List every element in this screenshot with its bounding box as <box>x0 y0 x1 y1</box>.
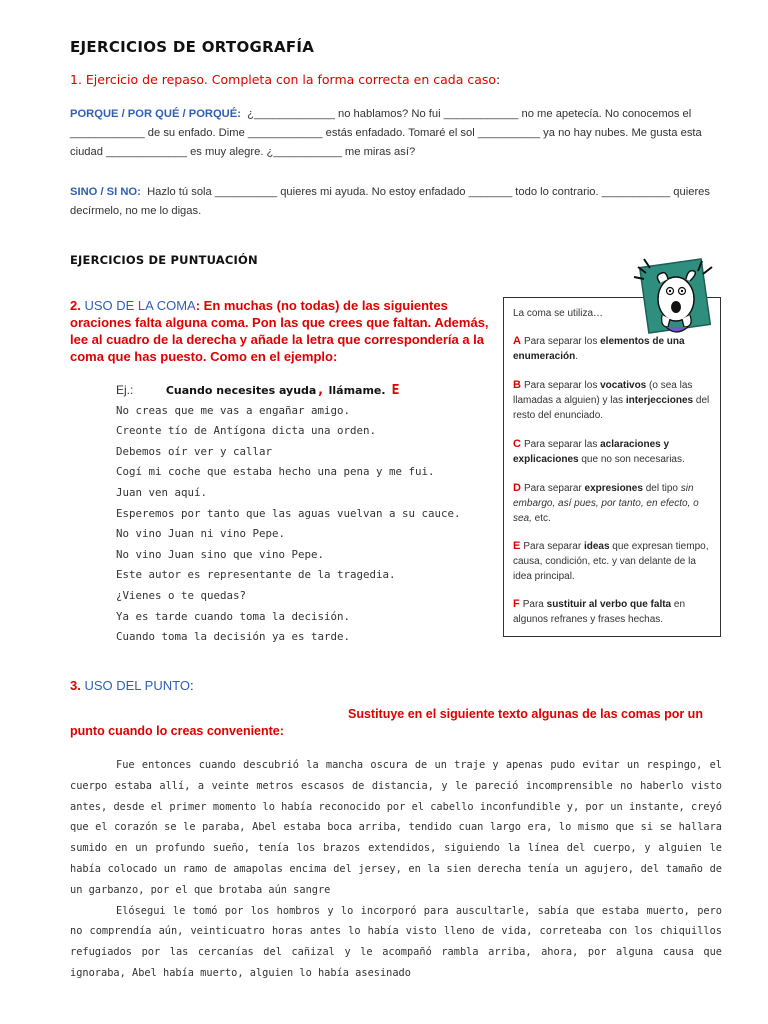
comma-sentences <box>116 380 461 648</box>
comma-rules-box <box>503 297 721 637</box>
sentence: Creonte tío de Antígona dicta una orden. <box>116 424 377 438</box>
sentence: Debemos oír ver y callar <box>116 444 273 458</box>
porque-label: PORQUE / POR QUÉ / PORQUÉ: <box>70 108 241 120</box>
sentence: Juan ven aquí. <box>116 485 208 499</box>
sentence: Esperemos por tanto que las aguas vuelvan a su cauce. <box>116 506 461 520</box>
exercise3-instructions: Sustituye en el siguiente texto algunas de las comas por un punto cuando lo creas conveniente: <box>70 707 703 738</box>
rule-b: B Para separar los vocativos (o sea las llamadas a alguien) y las interjecciones del resto del enunciado. <box>513 379 710 421</box>
rule-f: F Para sustituir al verbo que falta en algunos refranes y frases hechas. <box>513 598 686 625</box>
rule-a: A Para separar los elementos de una enumeración. <box>513 335 685 362</box>
sino-text: Hazlo tú sola __________ quieres mi ayuda. No estoy enfadado _______ todo lo contrario. ___________ quieres decírmelo, no me lo digas. <box>70 186 710 217</box>
sino-label: SINO / SI NO: <box>70 186 141 198</box>
sentence: No vino Juan ni vino Pepe. <box>116 527 286 541</box>
exercise1-heading: 1. Ejercicio de repaso. Completa con la forma correcta en cada caso: <box>70 72 501 87</box>
coma-heading: USO DE LA COMA <box>84 298 196 313</box>
sentence: ¿Vienes o te quedas? <box>116 588 247 602</box>
rule-c: C Para separar las aclaraciones y explicaciones que no son necesarias. <box>513 438 685 465</box>
sentence: Cogí mi coche que estaba hecho una pena y me fui. <box>116 465 435 479</box>
porque-exercise <box>70 105 720 162</box>
rule-d: D Para separar expresiones del tipo sin embargo, así pues, por tanto, en efecto, o sea, etc. <box>513 482 699 524</box>
sentence: Este autor es representante de la tragedia. <box>116 568 396 582</box>
text-paragraph-2: Elósegui le tomó por los hombros y lo incorporó para auscultarle, sabía que estaba muerto, pero no comprendía aún, veinticuatro horas antes lo había visto lleno de vida, correteaba con los chiquillos refugiados por las cercanías del cañizal y le acompañó rambla arriba, ahora, por alguna causa que ignoraba, Abel había muerto, alguien lo había asesinado <box>70 904 722 979</box>
exercise3-heading: 3. USO DEL PUNTO: <box>70 678 194 693</box>
page-title: EJERCICIOS DE ORTOGRAFÍA <box>70 38 315 56</box>
sentence: No vino Juan sino que vino Pepe. <box>116 547 325 561</box>
rule-e: E Para separar ideas que expresan tiempo, causa, condición, etc. y van delante de la idea principal. <box>513 540 709 582</box>
sino-exercise <box>70 183 720 221</box>
example-line: Ej.: Cuando necesites ayuda, llámame. E <box>116 382 400 398</box>
text-paragraph-1: Fue entonces cuando descubrió la mancha oscura de un traje y apenas pudo evitar un respingo, el cuerpo estaba allí, a veinte metros escasos de distancia, y le pareció incomprensible no haberlo visto antes, desde el primer momento lo había reconocido por el cabello inconfundible y, por un instante, creyó que el corazón se le paraba, Abel estaba boca arriba, tendido cuan largo era, lo mismo que si se hallara sumido en un profundo sueño, tenía los brazos extendidos, siguiendo la línea del cuerpo, y alguien le había colocado un ramo de amapolas encima del jersey, en la sien derecha tenía un agujero, del tamaño de un garbanzo, por el que brotaba aún sangre <box>70 759 722 896</box>
punctuation-title: EJERCICIOS DE PUNTUACIÓN <box>70 253 258 267</box>
box-intro: La coma se utiliza… <box>513 308 604 319</box>
shocked-cartoon-sheep-icon <box>632 253 718 343</box>
sentence: Ya es tarde cuando toma la decisión. <box>116 609 351 623</box>
exercise2-heading: 2. USO DE LA COMA: En muchas (no todas) de las siguientes oraciones falta alguna coma. Pon las que crees que faltan. Además, lee al cuadro de la derecha y añade la letra que correspondería a la coma que has puesto. Como en el ejemplo: <box>70 298 489 364</box>
sentence: No creas que me vas a engañar amigo. <box>116 403 351 417</box>
punctuation-text <box>70 755 722 984</box>
sentence: Cuando toma la decisión ya es tarde. <box>116 630 351 644</box>
porque-text: ¿_____________ no hablamos? No fui ____________ no me apetecía. No conocemos el ____________ de su enfado. Dime ____________ estás enfadado. Tomaré el sol __________ ya no hay nubes. Me gusta esta ciudad _____________ es muy alegre. ¿___________ me miras así? <box>70 108 702 158</box>
